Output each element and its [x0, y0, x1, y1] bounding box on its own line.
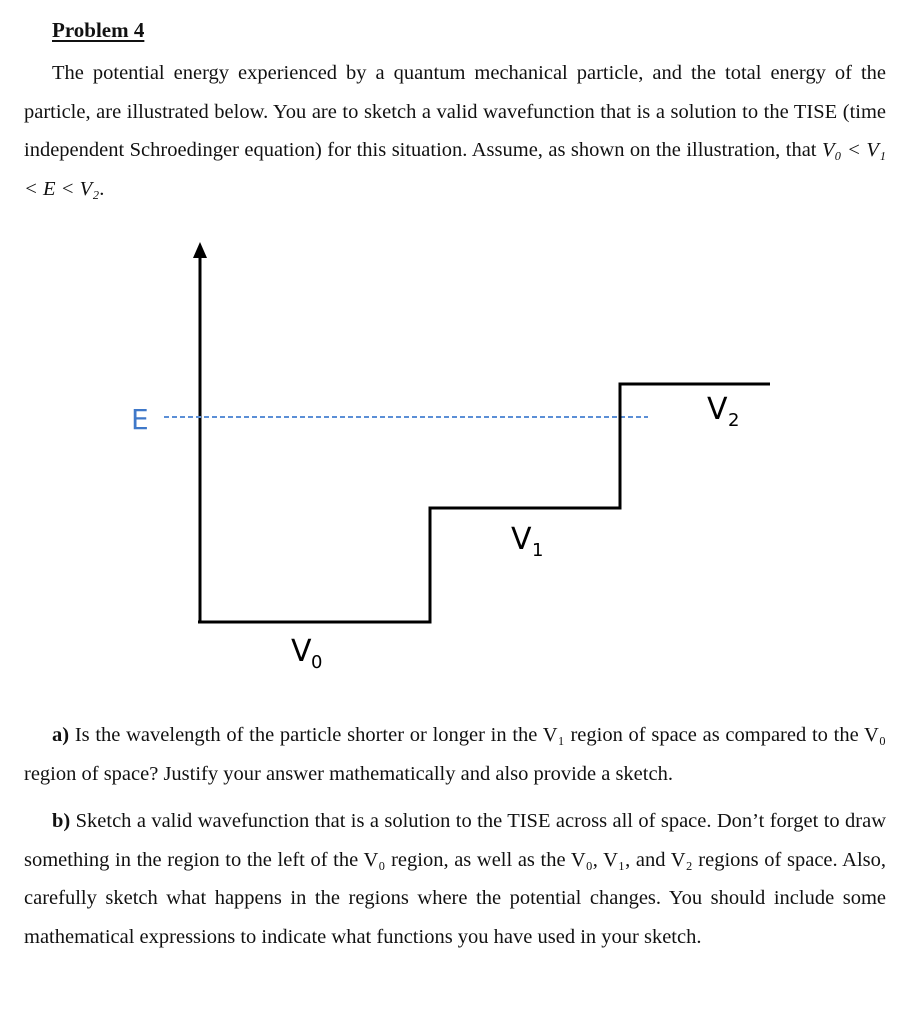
question-a-text: Is the wavelength of the particle shorter or longer in the V₁ region of space as compared to the V₀ region of space? Justify your answer mathematically and also provide a sketch.: [24, 724, 886, 785]
v0-subscript: 0: [311, 652, 323, 673]
v2-label: V: [707, 392, 728, 427]
question-a: [24, 716, 886, 793]
intro-text: The potential energy experienced by a quantum mechanical particle, and the total energy of the particle, are illustrated below. You are to sketch a valid wavefunction that is a solution to the TISE (time independent Schroedinger equation) for this situation. Assume, as shown on the illustration, that: [24, 62, 886, 161]
question-a-label: a): [52, 724, 70, 746]
question-b-label: b): [52, 810, 71, 832]
intro-end: .: [99, 177, 105, 200]
potential-profile: [198, 384, 770, 622]
v0-label: V: [291, 634, 312, 669]
problem-intro: [24, 54, 886, 208]
y-axis-arrow-icon: [193, 242, 207, 258]
v1-subscript: 1: [532, 540, 544, 561]
question-b: [24, 802, 886, 956]
question-b-text: Sketch a valid wavefunction that is a solution to the TISE across all of space. Don’t forget to draw something in the region to the left of the V₀ region, as well as the V₀, V₁, and V₂ regions of space. Also, carefully sketch what happens in the regions where the potential changes. You should include some mathematical expressions to indicate what functions you have used in your sketch.: [24, 810, 887, 948]
v2-subscript: 2: [728, 410, 740, 431]
v1-label: V: [511, 522, 532, 557]
energy-label: E: [131, 403, 149, 436]
problem-title: Problem 4: [52, 18, 145, 42]
inequality: V₀ < V₁ < E < V₂: [24, 139, 886, 200]
